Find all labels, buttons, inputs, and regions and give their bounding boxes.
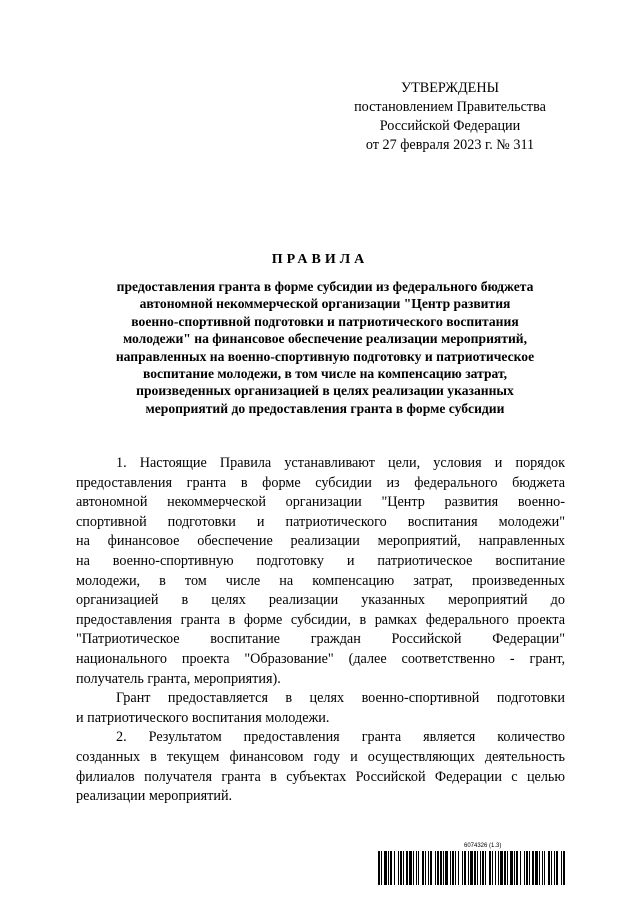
subtitle-line: предоставления гранта в форме субсидии из федерального бюджета — [116, 279, 534, 294]
document-body — [76, 454, 565, 807]
approval-date: от 27 февраля 2023 г. № 311 — [365, 137, 535, 153]
body-line: созданных в текущем финансовом году и осуществляющих деятельность — [76, 748, 565, 765]
body-line: молодежи, в том числе на компенсацию затрат, произведенных — [76, 572, 565, 589]
approval-line: постановлением Правительства — [354, 99, 546, 115]
approval-heading: УТВЕРЖДЕНЫ — [401, 80, 499, 96]
subtitle-line: военно-спортивной подготовки и патриотического воспитания — [131, 313, 519, 329]
body-line: автономной некоммерческой организации "Центр развития военно- — [76, 494, 565, 511]
body-line: и патриотического воспитания молодежи. — [76, 709, 330, 726]
body-line: 1. Настоящие Правила устанавливают цели, условия и порядок — [116, 455, 565, 471]
body-line: организацией в целях реализации указанных мероприятий до — [76, 592, 565, 609]
barcode-icon — [378, 851, 566, 885]
body-line: получатель гранта, мероприятия). — [76, 670, 281, 687]
body-line: спортивной подготовки и патриотического воспитания молодежи" — [76, 513, 565, 530]
subtitle-line: автономной некоммерческой организации "Центр развития — [139, 296, 511, 312]
body-line: "Патриотическое воспитание граждан Российской Федерации" — [76, 631, 565, 648]
subtitle-line: мероприятий до предоставления гранта в форме субсидии — [145, 400, 505, 416]
subtitle-line: воспитание молодежи, в том числе на компенсацию затрат, — [142, 366, 508, 382]
barcode-label: 6074326 (1.3) — [464, 843, 502, 849]
subtitle-line: направленных на военно-спортивную подготовку и патриотическое — [115, 348, 535, 364]
body-line: предоставления гранта в форме субсидии, в рамках федерального проекта — [76, 611, 565, 628]
body-line: на финансовое обеспечение реализации мероприятий, направленных — [76, 533, 565, 550]
document-subtitle — [80, 278, 570, 417]
body-line: предоставления гранта в форме субсидии из федерального бюджета — [76, 474, 565, 491]
body-line: на военно-спортивную подготовку и патриотическое воспитание — [76, 552, 565, 569]
document-title: ПРАВИЛА — [271, 252, 369, 267]
approval-stamp — [340, 79, 560, 155]
approval-line: Российской Федерации — [379, 118, 521, 134]
body-line: 2. Результатом предоставления гранта является количество — [116, 729, 565, 746]
subtitle-line: произведенных организацией в целях реализации указанных — [136, 383, 514, 399]
body-line: филиалов получателя гранта в субъектах Российской Федерации с целью — [76, 768, 565, 785]
body-line: Грант предоставляется в целях военно-спортивной подготовки — [116, 690, 565, 707]
subtitle-line: молодежи" на финансовое обеспечение реализации мероприятий, — [122, 331, 528, 347]
body-line: национального проекта "Образование" (далее соответственно - грант, — [76, 650, 565, 667]
body-line: реализации мероприятий. — [76, 788, 233, 805]
